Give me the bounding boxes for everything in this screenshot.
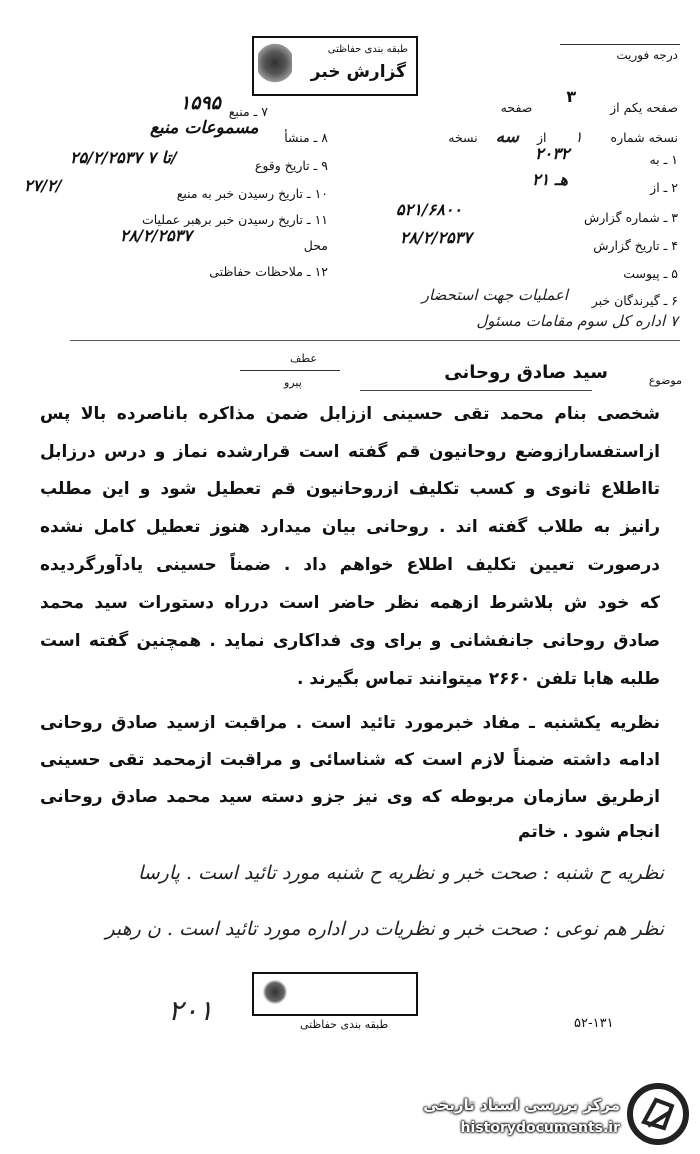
body-line-5: درصورت تعیین تکلیف اطلاع خواهم داد . ضمناً حسینی یادآورگردیده xyxy=(40,555,660,575)
right-field-5: ۵ ـ پیوست xyxy=(623,266,678,281)
atf-divider xyxy=(240,370,340,371)
page-count: ۳ xyxy=(566,87,577,106)
body-line-11: ازطریق سازمان مربوطه که وی نیز جزو دسته سید محمد صادق روحانی xyxy=(40,787,660,807)
left-field-5: ۱۱ ـ تاریخ رسیدن خبر برهبر عملیات xyxy=(141,212,328,227)
handwritten-note-2: نظر هم نوعی : صحت خبر و نظریات در اداره مورد تائید است . ن رهبر xyxy=(105,918,664,940)
priority-underline xyxy=(560,44,680,45)
left-field-7: ۱۲ ـ ملاحظات حفاظتی xyxy=(209,264,328,279)
right-field-6: ۶ ـ گیرندگان خبر xyxy=(591,293,678,308)
copy-value: ۱ xyxy=(574,128,583,146)
body-line-9: نظریه یکشنبه ـ مفاد خبرمورد تائید است . مراقبت ازسید صادق روحانی xyxy=(40,713,660,733)
left-value-6: ۲۸/۲/۲۵۳۷ xyxy=(120,226,192,245)
subject-value: سید صادق روحانی xyxy=(444,362,608,383)
body-line-4: رانیز به طلاب گفته اند . روحانی بیان میدارد هنوز تعطیل کامل نشده xyxy=(40,517,660,537)
right-value-6: اعملیات جهت استحضار xyxy=(421,286,568,304)
body-line-7: صادق روحانی جانفشانی و برای وی فداکاری نماید . همچنین گفته است xyxy=(40,631,660,651)
classification-label-bottom: طبقه بندی حفاظتی xyxy=(300,1018,389,1031)
header-divider xyxy=(70,340,680,341)
priority-label: درجه فوریت xyxy=(616,48,678,62)
classification-label-top: طبقه بندی حفاظتی xyxy=(327,44,408,55)
left-value-4: ۲۷/۲/ xyxy=(24,176,62,195)
left-field-2: ۸ ـ منشأ xyxy=(284,130,328,145)
stamp-blot-bottom xyxy=(260,978,290,1006)
right-value-3: ۵۲۱/۶۸۰۰ xyxy=(396,200,462,219)
left-value-1: ۱۵۹۵ xyxy=(180,92,221,114)
subject-label: موضوع xyxy=(648,374,682,387)
left-value-3: ۲۵/۲/۲۵۳۷ تا ۷/ xyxy=(70,148,177,167)
right-field-4: ۴ ـ تاریخ گزارش xyxy=(593,238,678,253)
stamp-blot xyxy=(258,42,292,84)
copy-total: سه xyxy=(495,127,519,147)
page-word: صفحه xyxy=(500,100,533,115)
peyro-label: پیرو xyxy=(284,376,302,389)
left-field-1: ۷ ـ منبع xyxy=(228,104,268,119)
watermark-website: historydocuments.ir xyxy=(460,1120,620,1136)
right-field-2: ۲ ـ از xyxy=(650,180,678,195)
handwritten-note-1: نظریه ح شنبه : صحت خبر و نظریه ح شنبه مورد تائید است . پارسا xyxy=(137,862,664,884)
page-label: صفحه یکم از xyxy=(610,100,678,115)
copy-word: نسخه xyxy=(448,130,478,145)
page-number-handwritten: ۲۰۱ xyxy=(168,994,214,1027)
body-line-2: ازاستفسارازوضع روحانیون قم گفته است قرارشده نماز و درس درزابل xyxy=(40,442,660,462)
watermark-org-name: مرکز بررسی اسناد تاریخی xyxy=(423,1096,620,1114)
body-line-1: شخصی بنام محمد تقی حسینی اززابل ضمن مذاکره باناصرده بالا پس xyxy=(40,404,660,424)
copy-line xyxy=(358,127,678,147)
classification-stamp-top xyxy=(252,36,418,96)
right-field-3: ۳ ـ شماره گزارش xyxy=(583,210,678,225)
left-value-2: مسموعات منبع xyxy=(150,118,259,138)
right-value-4: ۲۸/۲/۲۵۳۷ xyxy=(400,228,472,247)
copy-label: نسخه شماره xyxy=(610,130,678,145)
right-value-1: ۲۰۳۲ xyxy=(535,144,570,163)
body-line-12: انجام شود . خاتم xyxy=(518,822,660,842)
page-line xyxy=(358,87,678,116)
left-field-6: محل xyxy=(303,238,328,253)
body-line-10: ادامه داشته ضمناً لازم است که شناسائی و مراقبت ازمحمد تقی حسینی xyxy=(40,750,660,770)
left-field-3: ۹ ـ تاریخ وقوع xyxy=(254,158,328,173)
body-line-8: طلبه هابا تلفن ۲۶۶۰ میتوانند تماس بگیرند . xyxy=(296,669,660,689)
right-field-1: ۱ ـ به xyxy=(649,152,678,167)
atf-label: عطف xyxy=(290,352,317,365)
form-code: ۵۲-۱۳۱ xyxy=(574,1016,614,1031)
right-value-2: ۲۱ هـ xyxy=(532,170,568,189)
left-field-4: ۱۰ ـ تاریخ رسیدن خبر به منبع xyxy=(176,186,328,201)
classification-stamp-bottom xyxy=(252,972,418,1016)
right-value-7: ۷ اداره کل سوم مقامات مسئول xyxy=(476,312,678,330)
report-title: گزارش خبر xyxy=(310,62,406,82)
body-line-3: تااطلاع ثانوی و کسب تکلیف ازروحانیون قم تعطیل شود و این مطلب xyxy=(40,479,660,499)
copy-of: از xyxy=(536,130,547,145)
subject-underline xyxy=(360,390,592,391)
archive-logo-icon xyxy=(626,1082,690,1146)
body-line-6: که خود ش بلاشرط ازهمه نظر حاضر است درراه دستورات سید محمد xyxy=(40,593,660,613)
